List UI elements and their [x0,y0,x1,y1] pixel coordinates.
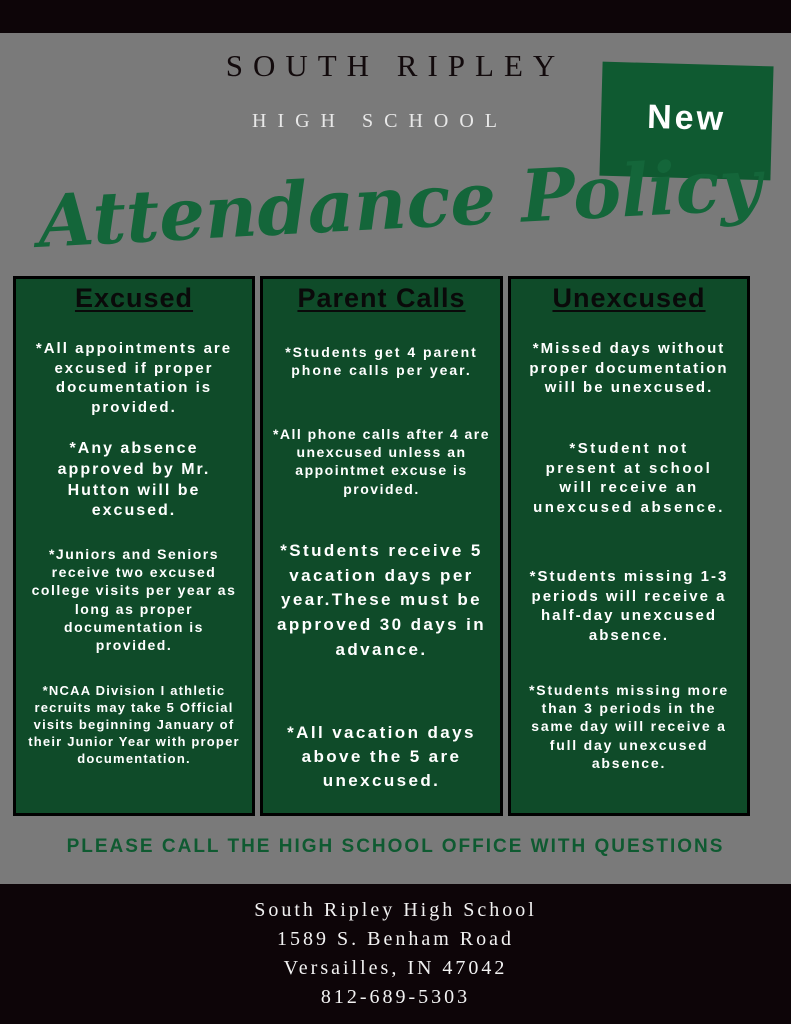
unexcused-column [508,276,750,816]
excused-item: *NCAA Division I athletic recruits may take 5 Official visits beginning January of their Junior Year with proper documentation. [28,683,240,766]
address-street: 1589 S. Benham Road [277,928,514,950]
excused-column [13,276,255,816]
unexcused-heading: Unexcused [552,283,706,313]
excused-heading: Excused [74,283,194,313]
unexcused-item: *Missed days without proper documentation will be unexcused. [529,340,729,396]
unexcused-item: *Student not present at school will receive an unexcused absence. [533,440,725,516]
parent-calls-heading: Parent Calls [297,283,466,313]
parent-calls-item: *All phone calls after 4 are unexcused unless an appointmet excuse is provided. [272,426,491,497]
new-badge-label: New [646,97,727,138]
footer-note: PLEASE CALL THE HIGH SCHOOL OFFICE WITH QUESTIONS [66,836,725,857]
top-bar [0,0,791,33]
address-name: South Ripley High School [254,899,537,921]
school-name: SOUTH RIPLEY [225,48,566,83]
page-title [35,140,764,270]
excused-item: *Juniors and Seniors receive two excused college visits per year as long as proper documentation is provided. [31,546,237,653]
parent-calls-column [260,276,503,816]
contact-footer [0,884,791,1024]
unexcused-item: *Students missing 1-3 periods will receive a half-day unexcused absence. [529,568,729,644]
parent-calls-item: *All vacation days above the 5 are unexcused. [287,723,476,790]
address-city: Versailles, IN 47042 [283,957,508,979]
parent-calls-item: *Students get 4 parent phone calls per year. [285,344,478,379]
excused-item: *Any absence approved by Mr. Hutton will be excused. [57,440,211,520]
phone-number: 812-689-5303 [320,986,471,1008]
unexcused-item: *Students missing more than 3 periods in the same day will receive a full day unexcused absence. [529,682,729,771]
excused-item: *All appointments are excused if proper documentation is provided. [35,340,233,416]
page-title-text: Attendance Policy [35,141,764,264]
parent-calls-item: *Students receive 5 vacation days per year.These must be approved 30 days in advance. [276,541,487,659]
school-subtitle: HIGH SCHOOL [252,110,508,132]
